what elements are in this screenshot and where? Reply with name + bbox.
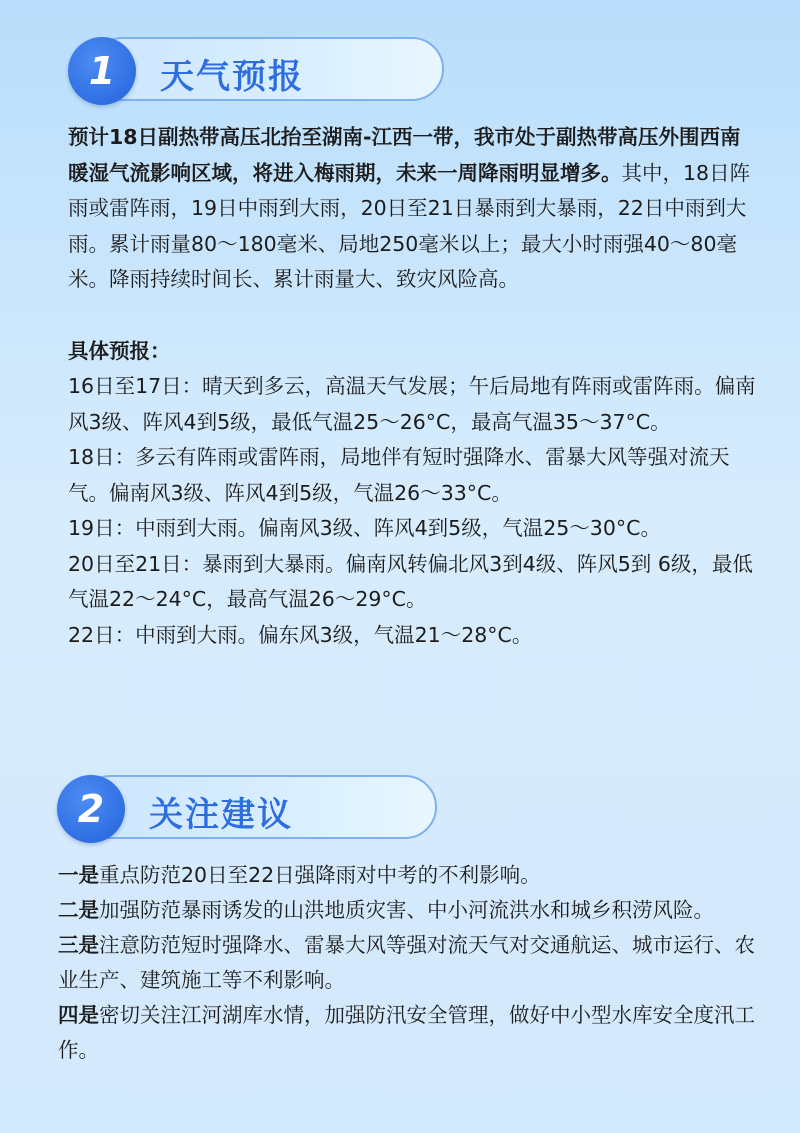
forecast-item: 18日：多云有阵雨或雷阵雨，局地伴有短时强降水、雷暴大风等强对流天气。偏南风3级、阵风4到5级，气温26～33°C。 bbox=[68, 445, 730, 505]
forecast-item: 19日：中雨到大雨。偏南风3级、阵风4到5级，气温25～30°C。 bbox=[68, 516, 661, 540]
advice-item bbox=[58, 928, 758, 998]
forecast-heading: 具体预报： bbox=[68, 338, 171, 363]
advice-text: 密切关注江河湖库水情，加强防汛安全管理，做好中小型水库安全度汛工作。 bbox=[58, 1003, 755, 1062]
advice-lead: 四是 bbox=[58, 1003, 99, 1027]
advice-item bbox=[58, 998, 758, 1068]
advice-item bbox=[58, 858, 758, 893]
advice-item bbox=[58, 893, 758, 928]
advice-body bbox=[58, 858, 758, 1068]
section-number-badge: 1 bbox=[68, 37, 136, 105]
section-header-advice bbox=[57, 775, 437, 843]
advice-text: 注意防范短时强降水、雷暴大风等强对流天气对交通航运、城市运行、农业生产、建筑施工等不利影响。 bbox=[58, 933, 755, 992]
forecast-item: 20日至21日：暴雨到大暴雨。偏南风转偏北风3到4级、阵风5到 6级，最低气温22～24°C，最高气温26～29°C。 bbox=[68, 551, 753, 611]
advice-text: 加强防范暴雨诱发的山洪地质灾害、中小河流洪水和城乡积涝风险。 bbox=[99, 898, 714, 922]
advice-lead: 二是 bbox=[58, 898, 99, 922]
intro-normal-text: 其中，18日阵雨或雷阵雨，19日中雨到大雨，20日至21日暴雨到大暴雨，22日中雨到大雨。累计雨量80～180毫米、局地250毫米以上；最大小时雨强40～80毫米。降雨持续时间长、累计雨量大、致灾风险高。 bbox=[68, 160, 751, 291]
intro-bold-text: 预计18日副热带高压北抬至湖南-江西一带，我市处于副热带高压外围西南暖湿气流影响区域，将进入梅雨期，未来一周降雨明显增多。 bbox=[68, 125, 741, 185]
section-header-forecast bbox=[68, 37, 444, 105]
section-title: 天气预报 bbox=[160, 57, 304, 97]
advice-lead: 三是 bbox=[58, 933, 99, 957]
forecast-item: 16日至17日：晴天到多云，高温天气发展；午后局地有阵雨或雷阵雨。偏南风3级、阵风4到5级，最低气温25～26°C，最高气温35～37°C。 bbox=[68, 374, 756, 434]
forecast-intro bbox=[68, 120, 758, 298]
section-number-badge: 2 bbox=[57, 775, 125, 843]
forecast-body bbox=[68, 120, 758, 653]
advice-text: 重点防范20日至22日强降雨对中考的不利影响。 bbox=[99, 863, 541, 887]
section-title: 关注建议 bbox=[149, 795, 293, 835]
forecast-item: 22日：中雨到大雨。偏东风3级，气温21～28°C。 bbox=[68, 622, 533, 647]
advice-lead: 一是 bbox=[58, 863, 99, 887]
